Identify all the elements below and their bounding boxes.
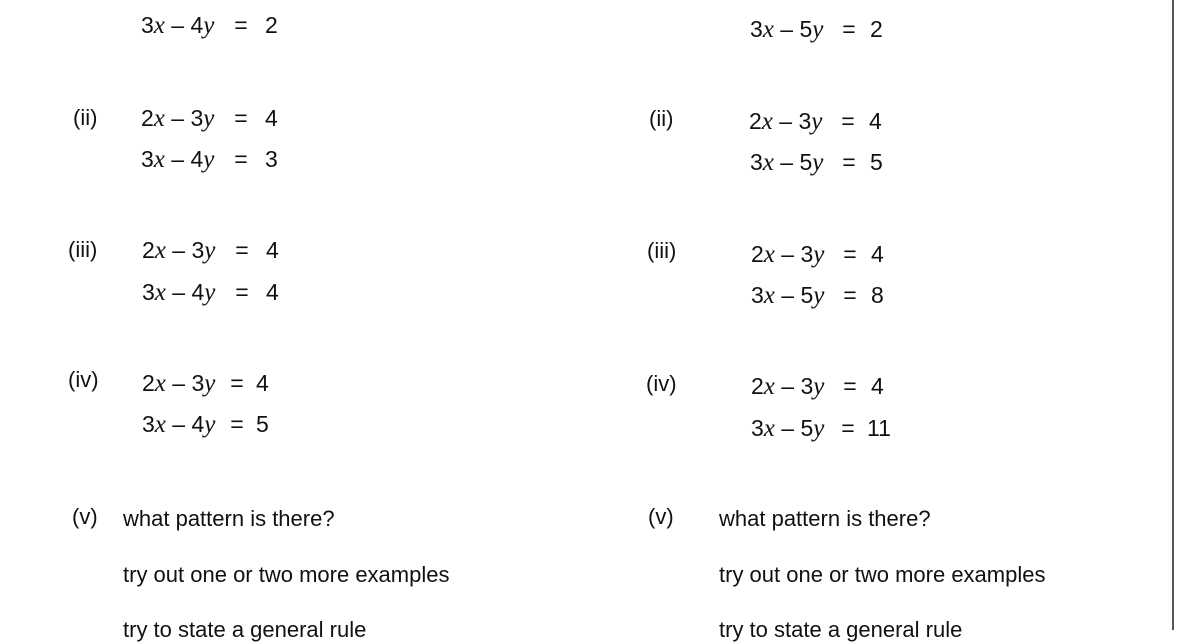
coefficient: 3 [142, 279, 155, 305]
coefficient: 3 [798, 108, 812, 134]
constant: 2 [870, 16, 883, 42]
coefficient: 4 [190, 146, 204, 172]
equation [750, 148, 883, 177]
constant: 4 [266, 237, 279, 263]
variable-x: x [154, 279, 166, 306]
constant: 4 [265, 105, 278, 131]
equals-sign: = [234, 105, 248, 131]
coefficient: 3 [191, 370, 205, 396]
operator: – [779, 108, 793, 134]
coefficient: 3 [141, 146, 154, 172]
page-edge-line [1172, 0, 1174, 630]
equation [751, 372, 884, 401]
operator: – [171, 105, 185, 131]
equals-sign: = [841, 108, 855, 134]
equation [750, 15, 883, 44]
variable-y: y [812, 149, 824, 176]
equation [141, 145, 278, 174]
coefficient: 2 [142, 370, 155, 396]
variable-y: y [812, 16, 824, 43]
equals-sign: = [230, 411, 244, 437]
coefficient: 2 [751, 241, 764, 267]
equation [142, 369, 269, 398]
coefficient: 4 [191, 279, 205, 305]
equals-sign: = [843, 373, 857, 399]
operator: – [781, 241, 795, 267]
variable-x: x [153, 105, 165, 132]
operator: – [171, 146, 185, 172]
right-column [600, 0, 1160, 642]
question-text: what pattern is there? [719, 506, 931, 531]
equation [751, 414, 891, 443]
constant: 4 [266, 279, 279, 305]
variable-x: x [762, 16, 774, 43]
part-label: (v) [648, 504, 674, 529]
coefficient: 3 [141, 12, 154, 38]
operator: – [172, 237, 186, 263]
equation [142, 410, 269, 439]
part-label: (iv) [68, 367, 99, 392]
variable-x: x [153, 146, 165, 173]
equation [142, 236, 279, 265]
part-label: (ii) [73, 105, 98, 130]
equals-sign: = [843, 282, 857, 308]
coefficient: 5 [799, 149, 813, 175]
constant: 4 [871, 373, 884, 399]
constant: 11 [867, 415, 891, 441]
part-label: (iii) [647, 238, 677, 263]
coefficient: 3 [190, 105, 204, 131]
variable-y: y [203, 146, 215, 173]
coefficient: 2 [751, 373, 764, 399]
variable-x: x [763, 373, 775, 400]
variable-y: y [813, 241, 825, 268]
constant: 5 [870, 149, 883, 175]
part-label: (v) [72, 504, 98, 529]
operator: – [780, 149, 794, 175]
part-label: (iv) [646, 371, 677, 396]
operator: – [781, 282, 795, 308]
coefficient: 3 [750, 149, 763, 175]
equals-sign: = [234, 12, 248, 38]
variable-x: x [761, 108, 773, 135]
equals-sign: = [843, 241, 857, 267]
equals-sign: = [230, 370, 244, 396]
variable-x: x [763, 282, 775, 309]
coefficient: 2 [749, 108, 762, 134]
coefficient: 2 [142, 237, 155, 263]
equation [751, 281, 884, 310]
constant: 3 [265, 146, 278, 172]
constant: 4 [871, 241, 884, 267]
equation [749, 107, 882, 136]
variable-x: x [154, 370, 166, 397]
coefficient: 3 [800, 241, 814, 267]
operator: – [781, 415, 795, 441]
variable-y: y [204, 411, 216, 438]
instruction-text: try to state a general rule [719, 617, 963, 642]
constant: 2 [265, 12, 278, 38]
constant: 8 [871, 282, 884, 308]
variable-x: x [154, 237, 166, 264]
variable-y: y [811, 108, 823, 135]
equation [142, 278, 279, 307]
instruction-text: try out one or two more examples [719, 562, 1046, 587]
equation [141, 11, 278, 40]
variable-x: x [763, 415, 775, 442]
part-label: (ii) [649, 106, 674, 131]
equals-sign: = [842, 16, 856, 42]
equation [751, 240, 884, 269]
operator: – [780, 16, 794, 42]
coefficient: 3 [751, 415, 764, 441]
coefficient: 5 [800, 282, 814, 308]
variable-y: y [203, 105, 215, 132]
variable-x: x [153, 12, 165, 39]
part-label: (iii) [68, 237, 98, 262]
equals-sign: = [235, 237, 249, 263]
variable-y: y [204, 279, 216, 306]
operator: – [172, 411, 186, 437]
variable-y: y [813, 373, 825, 400]
variable-y: y [204, 370, 216, 397]
equals-sign: = [842, 149, 856, 175]
operator: – [172, 279, 186, 305]
instruction-text: try to state a general rule [123, 617, 367, 642]
equation [141, 104, 278, 133]
question-text: what pattern is there? [123, 506, 335, 531]
variable-y: y [203, 12, 215, 39]
coefficient: 5 [800, 415, 814, 441]
coefficient: 3 [800, 373, 814, 399]
coefficient: 3 [751, 282, 764, 308]
variable-x: x [763, 241, 775, 268]
constant: 5 [256, 411, 269, 437]
coefficient: 4 [191, 411, 205, 437]
equals-sign: = [841, 415, 855, 441]
coefficient: 4 [190, 12, 204, 38]
variable-y: y [204, 237, 216, 264]
constant: 4 [869, 108, 882, 134]
variable-y: y [813, 282, 825, 309]
coefficient: 5 [799, 16, 813, 42]
constant: 4 [256, 370, 269, 396]
coefficient: 3 [750, 16, 763, 42]
variable-x: x [154, 411, 166, 438]
variable-x: x [762, 149, 774, 176]
operator: – [171, 12, 185, 38]
coefficient: 2 [141, 105, 154, 131]
left-column [0, 0, 560, 642]
equals-sign: = [234, 146, 248, 172]
equals-sign: = [235, 279, 249, 305]
operator: – [781, 373, 795, 399]
variable-y: y [813, 415, 825, 442]
operator: – [172, 370, 186, 396]
coefficient: 3 [142, 411, 155, 437]
instruction-text: try out one or two more examples [123, 562, 450, 587]
coefficient: 3 [191, 237, 205, 263]
